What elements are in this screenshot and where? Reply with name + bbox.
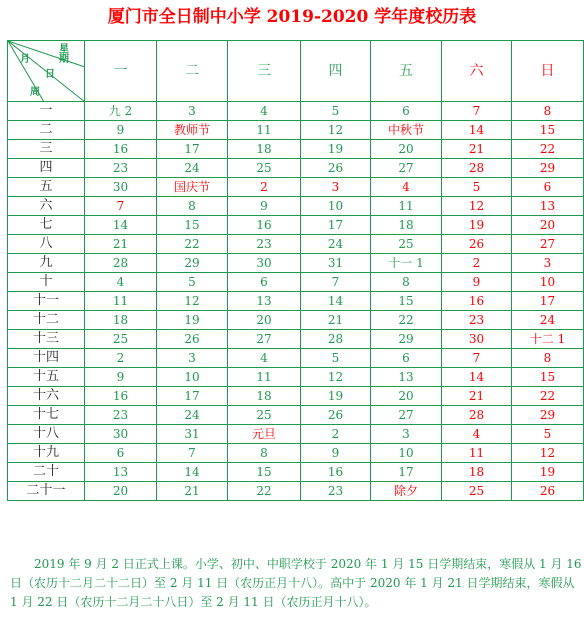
day-cell: 12 [301, 121, 371, 140]
day-cell: 19 [301, 140, 371, 159]
day-cell: 3 [157, 102, 228, 121]
day-cell: 3 [157, 349, 228, 368]
day-cell: 3 [512, 254, 584, 273]
day-cell: 4 [228, 102, 301, 121]
week-row [8, 159, 584, 178]
day-cell: 元旦 [228, 425, 301, 444]
day-cell: 24 [301, 235, 371, 254]
day-cell: 19 [157, 311, 228, 330]
day-cell: 8 [512, 102, 584, 121]
day-cell: 17 [301, 216, 371, 235]
weekday-header-sat: 六 [442, 41, 512, 102]
day-cell: 11 [371, 197, 442, 216]
day-cell: 10 [157, 368, 228, 387]
week-number-cell: 七 [8, 216, 85, 235]
day-cell: 9 [85, 121, 157, 140]
day-cell: 11 [85, 292, 157, 311]
day-cell: 9 [442, 273, 512, 292]
day-cell: 6 [228, 273, 301, 292]
day-cell: 25 [228, 159, 301, 178]
day-cell: 16 [301, 463, 371, 482]
day-cell: 18 [228, 387, 301, 406]
day-cell: 5 [512, 425, 584, 444]
day-cell: 9 [301, 444, 371, 463]
day-cell: 18 [371, 216, 442, 235]
weekday-header-thu: 四 [301, 41, 371, 102]
day-cell: 6 [512, 178, 584, 197]
day-cell: 30 [442, 330, 512, 349]
day-cell: 教师节 [157, 121, 228, 140]
day-cell: 18 [442, 463, 512, 482]
day-cell: 31 [301, 254, 371, 273]
day-cell: 15 [512, 121, 584, 140]
day-cell: 7 [157, 444, 228, 463]
day-cell: 8 [157, 197, 228, 216]
day-cell: 2 [228, 178, 301, 197]
week-number-cell: 一 [8, 102, 85, 121]
day-cell: 十一 1 [371, 254, 442, 273]
weekday-header-sun: 日 [512, 41, 584, 102]
day-cell: 2 [442, 254, 512, 273]
week-row [8, 482, 584, 501]
week-row [8, 102, 584, 121]
week-number-cell: 十二 [8, 311, 85, 330]
week-number-cell: 十一 [8, 292, 85, 311]
day-cell: 23 [442, 311, 512, 330]
day-cell: 10 [371, 444, 442, 463]
week-number-cell: 十三 [8, 330, 85, 349]
day-cell: 6 [85, 444, 157, 463]
day-cell: 28 [442, 406, 512, 425]
day-cell: 19 [512, 463, 584, 482]
day-cell: 26 [301, 159, 371, 178]
day-cell: 15 [371, 292, 442, 311]
day-cell: 5 [157, 273, 228, 292]
week-row [8, 368, 584, 387]
week-row [8, 330, 584, 349]
day-cell: 13 [371, 368, 442, 387]
day-cell: 16 [85, 140, 157, 159]
day-cell: 31 [157, 425, 228, 444]
day-cell: 12 [301, 368, 371, 387]
week-row [8, 463, 584, 482]
day-cell: 29 [157, 254, 228, 273]
day-cell: 26 [157, 330, 228, 349]
day-cell: 3 [371, 425, 442, 444]
day-cell: 11 [442, 444, 512, 463]
day-cell: 19 [301, 387, 371, 406]
week-number-cell: 二十 [8, 463, 85, 482]
day-cell: 17 [371, 463, 442, 482]
day-cell: 10 [301, 197, 371, 216]
day-cell: 26 [512, 482, 584, 501]
day-cell: 14 [442, 121, 512, 140]
week-row [8, 140, 584, 159]
day-cell: 十二 1 [512, 330, 584, 349]
week-row [8, 444, 584, 463]
day-cell: 8 [512, 349, 584, 368]
week-row [8, 216, 584, 235]
day-cell: 8 [371, 273, 442, 292]
week-number-cell: 八 [8, 235, 85, 254]
day-cell: 9 [228, 197, 301, 216]
week-row [8, 121, 584, 140]
day-cell: 13 [85, 463, 157, 482]
day-cell: 22 [228, 482, 301, 501]
day-cell: 24 [157, 159, 228, 178]
day-cell: 19 [442, 216, 512, 235]
day-cell: 6 [371, 102, 442, 121]
day-cell: 11 [228, 368, 301, 387]
day-cell: 27 [512, 235, 584, 254]
day-cell: 20 [85, 482, 157, 501]
day-cell: 15 [228, 463, 301, 482]
day-cell: 7 [442, 102, 512, 121]
day-cell: 16 [85, 387, 157, 406]
day-cell: 28 [301, 330, 371, 349]
day-cell: 21 [157, 482, 228, 501]
weekday-header-fri: 五 [371, 41, 442, 102]
week-row [8, 235, 584, 254]
week-number-cell: 五 [8, 178, 85, 197]
day-cell: 4 [371, 178, 442, 197]
page-title: 厦门市全日制中小学 2019-2020 学年度校历表 [107, 7, 477, 27]
week-row [8, 292, 584, 311]
day-cell: 30 [228, 254, 301, 273]
day-cell: 30 [85, 178, 157, 197]
corner-weekday-label: 星期 [59, 44, 69, 65]
day-cell: 5 [301, 102, 371, 121]
school-calendar-table [7, 40, 584, 501]
day-cell: 23 [228, 235, 301, 254]
day-cell: 18 [85, 311, 157, 330]
day-cell: 14 [442, 368, 512, 387]
day-cell: 22 [512, 387, 584, 406]
day-cell: 22 [512, 140, 584, 159]
day-cell: 14 [301, 292, 371, 311]
day-cell: 20 [228, 311, 301, 330]
day-cell: 21 [442, 140, 512, 159]
week-row [8, 254, 584, 273]
day-cell: 九 2 [85, 102, 157, 121]
day-cell: 2 [85, 349, 157, 368]
week-row [8, 311, 584, 330]
day-cell: 7 [85, 197, 157, 216]
day-cell: 11 [228, 121, 301, 140]
corner-day-label: 日 [45, 69, 55, 80]
week-number-cell: 十五 [8, 368, 85, 387]
day-cell: 17 [512, 292, 584, 311]
week-number-cell: 十八 [8, 425, 85, 444]
day-cell: 7 [442, 349, 512, 368]
day-cell: 12 [157, 292, 228, 311]
day-cell: 26 [301, 406, 371, 425]
week-number-cell: 二十一 [8, 482, 85, 501]
day-cell: 20 [512, 216, 584, 235]
day-cell: 除夕 [371, 482, 442, 501]
week-number-cell: 十七 [8, 406, 85, 425]
day-cell: 12 [442, 197, 512, 216]
corner-week-label: 周 [30, 87, 40, 98]
week-number-cell: 六 [8, 197, 85, 216]
week-row [8, 425, 584, 444]
day-cell: 25 [228, 406, 301, 425]
day-cell: 27 [228, 330, 301, 349]
calendar-body [8, 102, 584, 501]
day-cell: 22 [157, 235, 228, 254]
semester-note: 2019 年 9 月 2 日正式上课。小学、初中、中职学校于 2020 年 1 月 15 日学期结束，寒假从 1 月 16 日（农历十二月二十二日）至 2 月 11 日（农历正月十八）。高中于 2020 年 1 月 21 日学期结束，寒假从 1 月 22 日（农历十二月二十八日）至 2 月 11 日（农历正月十八）。 [10, 557, 582, 609]
week-row [8, 197, 584, 216]
day-cell: 12 [512, 444, 584, 463]
day-cell: 18 [228, 140, 301, 159]
day-cell: 23 [301, 482, 371, 501]
day-cell: 16 [228, 216, 301, 235]
day-cell: 30 [85, 425, 157, 444]
day-cell: 中秋节 [371, 121, 442, 140]
week-number-cell: 十四 [8, 349, 85, 368]
day-cell: 20 [371, 140, 442, 159]
week-number-cell: 二 [8, 121, 85, 140]
day-cell: 25 [85, 330, 157, 349]
day-cell: 29 [371, 330, 442, 349]
week-number-cell: 三 [8, 140, 85, 159]
day-cell: 4 [442, 425, 512, 444]
day-cell: 16 [442, 292, 512, 311]
day-cell: 17 [157, 387, 228, 406]
day-cell: 3 [301, 178, 371, 197]
day-cell: 20 [371, 387, 442, 406]
day-cell: 2 [301, 425, 371, 444]
day-cell: 26 [442, 235, 512, 254]
weekday-header-wed: 三 [228, 41, 301, 102]
week-number-cell: 十 [8, 273, 85, 292]
day-cell: 27 [371, 159, 442, 178]
day-cell: 23 [85, 159, 157, 178]
day-cell: 28 [85, 254, 157, 273]
day-cell: 13 [228, 292, 301, 311]
day-cell: 29 [512, 159, 584, 178]
day-cell: 24 [157, 406, 228, 425]
week-number-cell: 四 [8, 159, 85, 178]
week-row [8, 349, 584, 368]
week-number-cell: 九 [8, 254, 85, 273]
day-cell: 23 [85, 406, 157, 425]
day-cell: 29 [512, 406, 584, 425]
corner-month-label: 月 [20, 54, 30, 65]
day-cell: 25 [371, 235, 442, 254]
day-cell: 15 [157, 216, 228, 235]
week-number-cell: 十六 [8, 387, 85, 406]
day-cell: 21 [301, 311, 371, 330]
corner-header-cell [8, 41, 85, 102]
day-cell: 28 [442, 159, 512, 178]
day-cell: 7 [301, 273, 371, 292]
day-cell: 10 [512, 273, 584, 292]
week-row [8, 178, 584, 197]
day-cell: 21 [85, 235, 157, 254]
week-number-cell: 十九 [8, 444, 85, 463]
day-cell: 14 [85, 216, 157, 235]
weekday-header-mon: 一 [85, 41, 157, 102]
day-cell: 9 [85, 368, 157, 387]
day-cell: 8 [228, 444, 301, 463]
day-cell: 17 [157, 140, 228, 159]
week-row [8, 406, 584, 425]
weekday-header-tue: 二 [157, 41, 228, 102]
day-cell: 14 [157, 463, 228, 482]
day-cell: 5 [301, 349, 371, 368]
day-cell: 22 [371, 311, 442, 330]
day-cell: 15 [512, 368, 584, 387]
day-cell: 13 [512, 197, 584, 216]
day-cell: 27 [371, 406, 442, 425]
week-row [8, 387, 584, 406]
day-cell: 6 [371, 349, 442, 368]
day-cell: 4 [228, 349, 301, 368]
weekday-header-row [8, 41, 584, 102]
day-cell: 21 [442, 387, 512, 406]
day-cell: 5 [442, 178, 512, 197]
day-cell: 25 [442, 482, 512, 501]
day-cell: 24 [512, 311, 584, 330]
day-cell: 国庆节 [157, 178, 228, 197]
day-cell: 4 [85, 273, 157, 292]
week-row [8, 273, 584, 292]
